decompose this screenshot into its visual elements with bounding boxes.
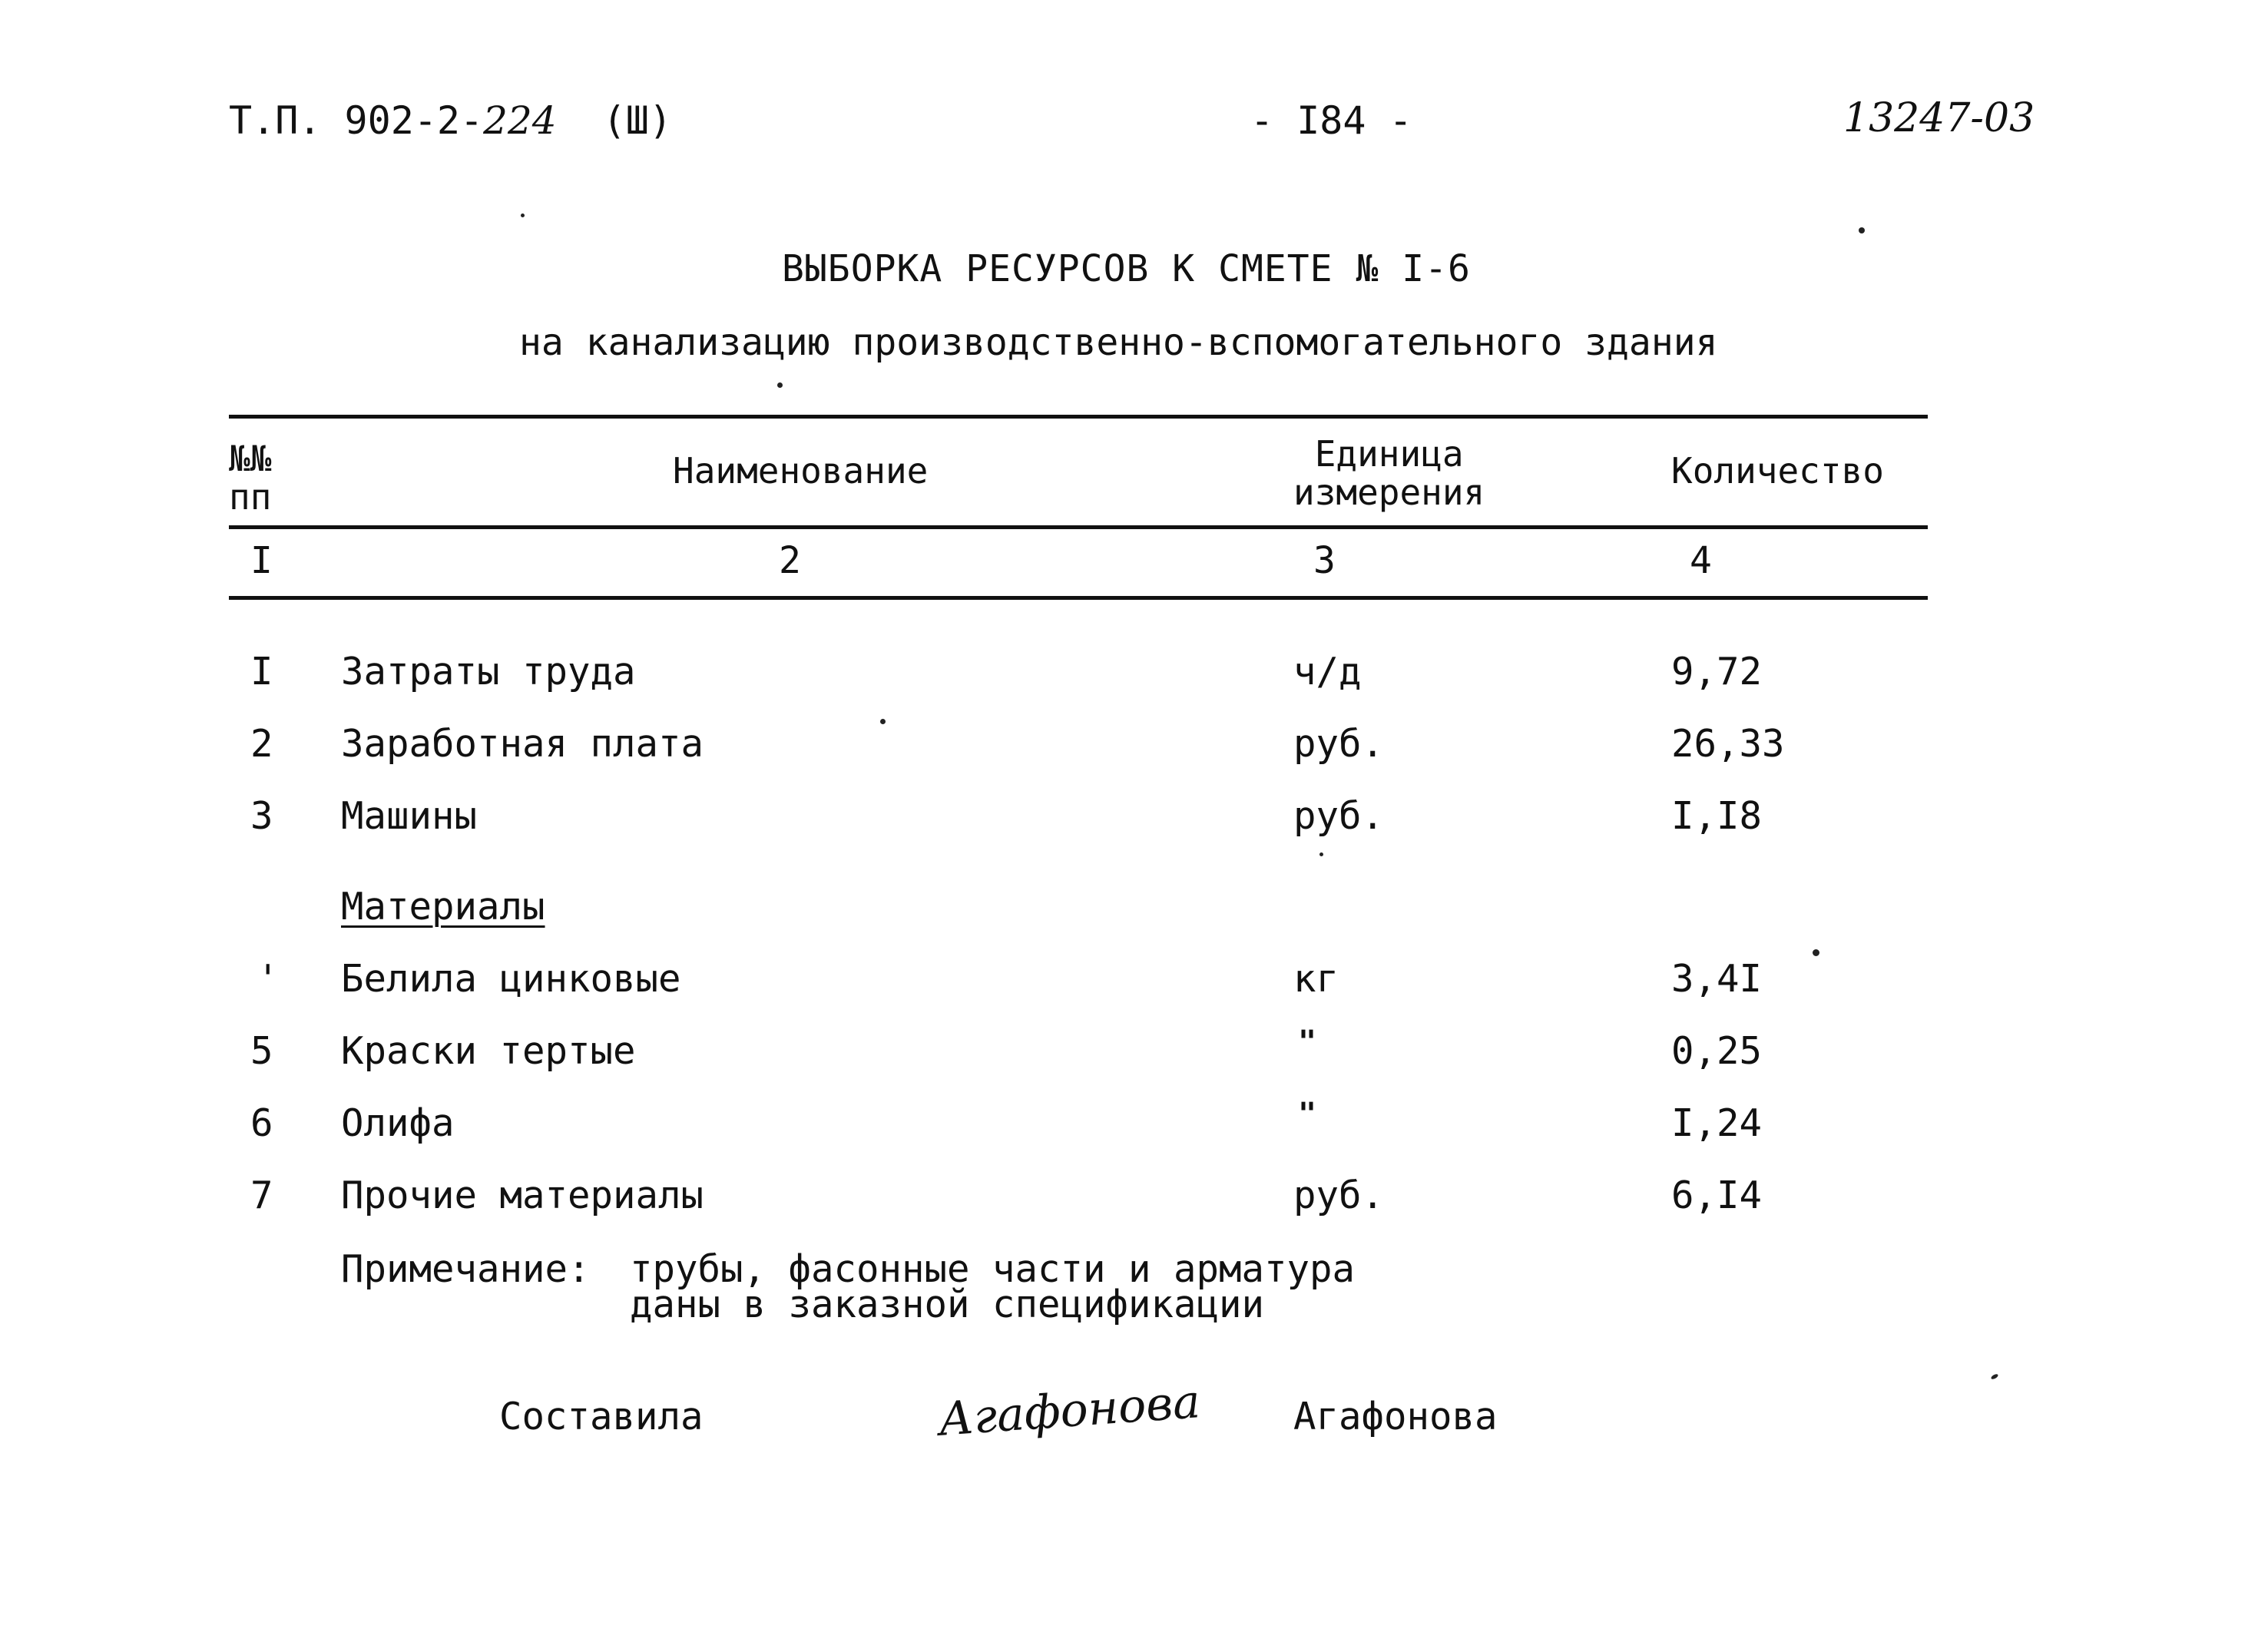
document-code-suffix: (Ш) (602, 98, 672, 143)
row-name: Машины (341, 794, 478, 838)
row-unit: руб. (1293, 722, 1385, 766)
row-name: Олифа (341, 1101, 455, 1145)
scan-speck (1859, 227, 1865, 233)
row-unit: ч/д (1293, 650, 1362, 694)
archive-number: 13247-03 (1843, 95, 2035, 141)
column-number-1: I (250, 539, 273, 582)
row-name: Краски тертые (341, 1029, 636, 1073)
row-number: 2 (250, 722, 273, 766)
scan-speck (777, 382, 783, 388)
signer-name: Агафонова (1293, 1395, 1498, 1438)
row-unit: руб. (1293, 794, 1385, 838)
scan-speck (1319, 852, 1323, 856)
row-name: Заработная плата (341, 722, 704, 766)
row-unit: " (1298, 1097, 1317, 1132)
column-number-3: 3 (1313, 539, 1336, 582)
scan-speck (521, 214, 525, 217)
column-number-4: 4 (1690, 539, 1712, 582)
row-unit: " (1298, 1025, 1317, 1060)
header-rule (229, 525, 1928, 529)
column-number-2: 2 (779, 539, 801, 582)
row-name: Белила цинковые (341, 957, 681, 1001)
row-unit: руб. (1293, 1174, 1385, 1217)
row-name: Прочие материалы (341, 1174, 704, 1217)
row-quantity: 26,33 (1671, 722, 1785, 766)
header-num-line1: №№ (229, 438, 272, 479)
row-unit: кг (1293, 957, 1339, 1001)
header-unit-line2: измерения (1293, 472, 1485, 513)
row-number: 6 (250, 1101, 273, 1145)
row-number: I (250, 650, 273, 694)
note-line-2: даны в заказной спецификации (630, 1283, 1265, 1326)
row-name: Затраты труда (341, 650, 636, 694)
table-top-rule (229, 415, 1928, 419)
document-code-handwritten: 224 (483, 98, 557, 143)
note-label: Примечание: (341, 1247, 591, 1291)
document-code (229, 98, 672, 143)
row-number: 3 (250, 794, 273, 838)
row-quantity: 6,I4 (1671, 1174, 1763, 1217)
row-quantity: I,I8 (1671, 794, 1763, 838)
note-line-1: трубы, фасонные части и арматура (630, 1247, 1356, 1291)
scan-speck (880, 719, 886, 724)
document-title: ВЫБОРКА РЕСУРСОВ К СМЕТЕ № I-6 (782, 247, 1471, 290)
column-number-rule (229, 596, 1928, 600)
materials-heading: Материалы (341, 885, 545, 929)
row-number: ' (257, 957, 280, 1001)
row-number: 5 (250, 1029, 273, 1073)
header-num (229, 439, 271, 516)
header-unit (1293, 435, 1485, 511)
row-quantity: 9,72 (1671, 650, 1763, 694)
header-num-line2: пп (229, 476, 272, 518)
page-number: - I84 - (1250, 98, 1412, 143)
document-code-prefix: Т.П. 902-2- (229, 98, 484, 143)
scan-speck (1990, 1373, 1998, 1380)
scan-speck (1813, 949, 1819, 956)
row-number: 7 (250, 1174, 273, 1217)
document-subtitle: на канализацию производственно-вспомогательного здания (519, 321, 1718, 364)
header-name: Наименование (673, 450, 929, 492)
row-quantity: 3,4I (1671, 957, 1763, 1001)
header-quantity: Количество (1671, 450, 1884, 492)
row-quantity: I,24 (1671, 1101, 1763, 1145)
handwritten-signature: Агафонова (936, 1375, 1202, 1447)
row-quantity: 0,25 (1671, 1029, 1763, 1073)
header-unit-line1: Единица (1314, 433, 1464, 475)
signature-label: Составила (499, 1395, 704, 1438)
